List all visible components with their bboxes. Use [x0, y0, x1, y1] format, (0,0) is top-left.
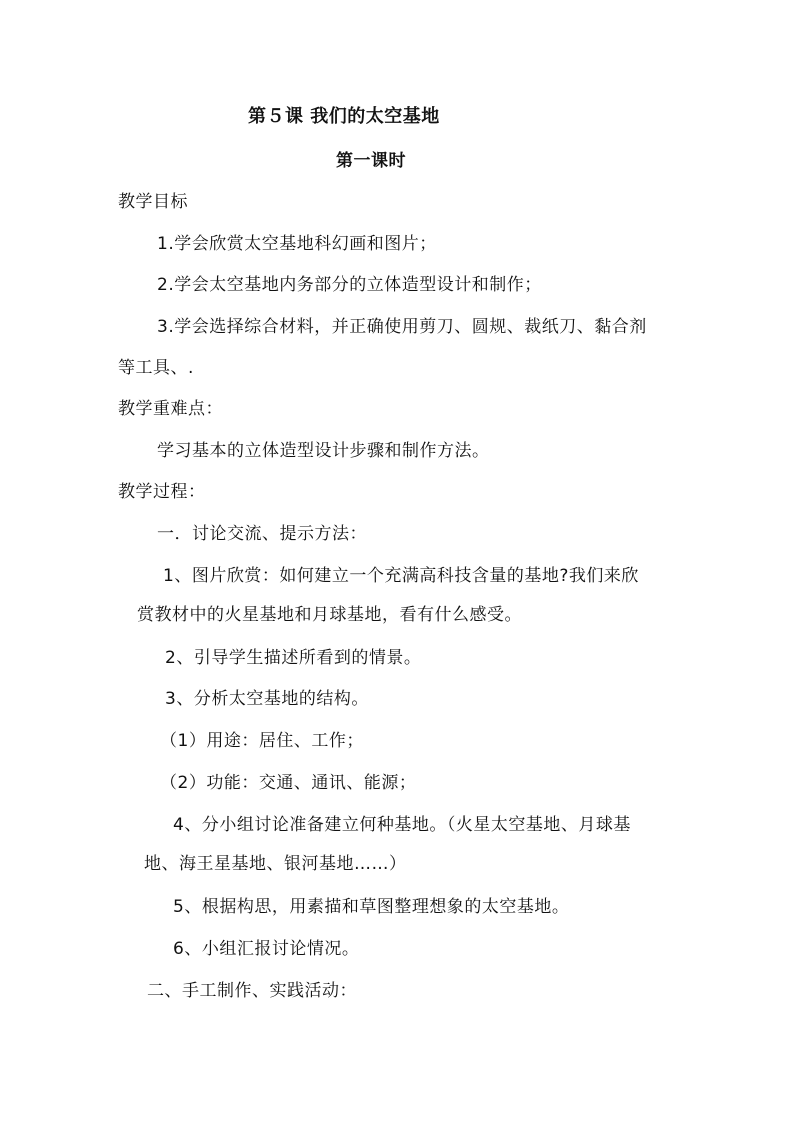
process-heading: 教学过程：: [118, 482, 206, 502]
page-subtitle: 第一课时: [336, 151, 406, 171]
part1-item: 2、引导学生描述所看到的情景。: [165, 648, 422, 668]
part1-subitem: （1）用途：居住、工作；: [160, 731, 364, 751]
part1-item: 6、小组汇报讨论情况。: [173, 939, 360, 959]
part1-item: 1、图片欣赏：如何建立一个充满高科技含量的基地?我们来欣: [163, 566, 639, 586]
part1-item-continued: 赏教材中的火星基地和月球基地，看有什么感受。: [137, 605, 522, 625]
part1-item: 3、分析太空基地的结构。: [165, 689, 369, 709]
page-title: 第５课 我们的太空基地: [248, 106, 440, 127]
key-points-text: 学习基本的立体造型设计步骤和制作方法。: [157, 441, 490, 461]
objective-item-continued: 等工具、.: [118, 358, 194, 378]
objective-item: 2.学会太空基地内务部分的立体造型设计和制作；: [157, 275, 542, 295]
objectives-heading: 教学目标: [118, 192, 188, 212]
objective-item: 3.学会选择综合材料，并正确使用剪刀、圆规、裁纸刀、黏合剂: [157, 317, 647, 337]
part1-item-continued: 地、海王星基地、银河基地……）: [144, 854, 407, 874]
part2-heading: 二、手工制作、实践活动：: [147, 981, 357, 1001]
part1-heading: 一．讨论交流、提示方法：: [157, 524, 367, 544]
key-points-heading: 教学重难点：: [118, 399, 223, 419]
part1-item: 5、根据构思，用素描和草图整理想象的太空基地。: [173, 897, 570, 917]
part1-item: 4、分小组讨论准备建立何种基地。（火星太空基地、月球基: [173, 815, 631, 835]
objective-item: 1.学会欣赏太空基地科幻画和图片；: [157, 234, 437, 254]
part1-subitem: （2）功能：交通、通讯、能源；: [160, 773, 417, 793]
